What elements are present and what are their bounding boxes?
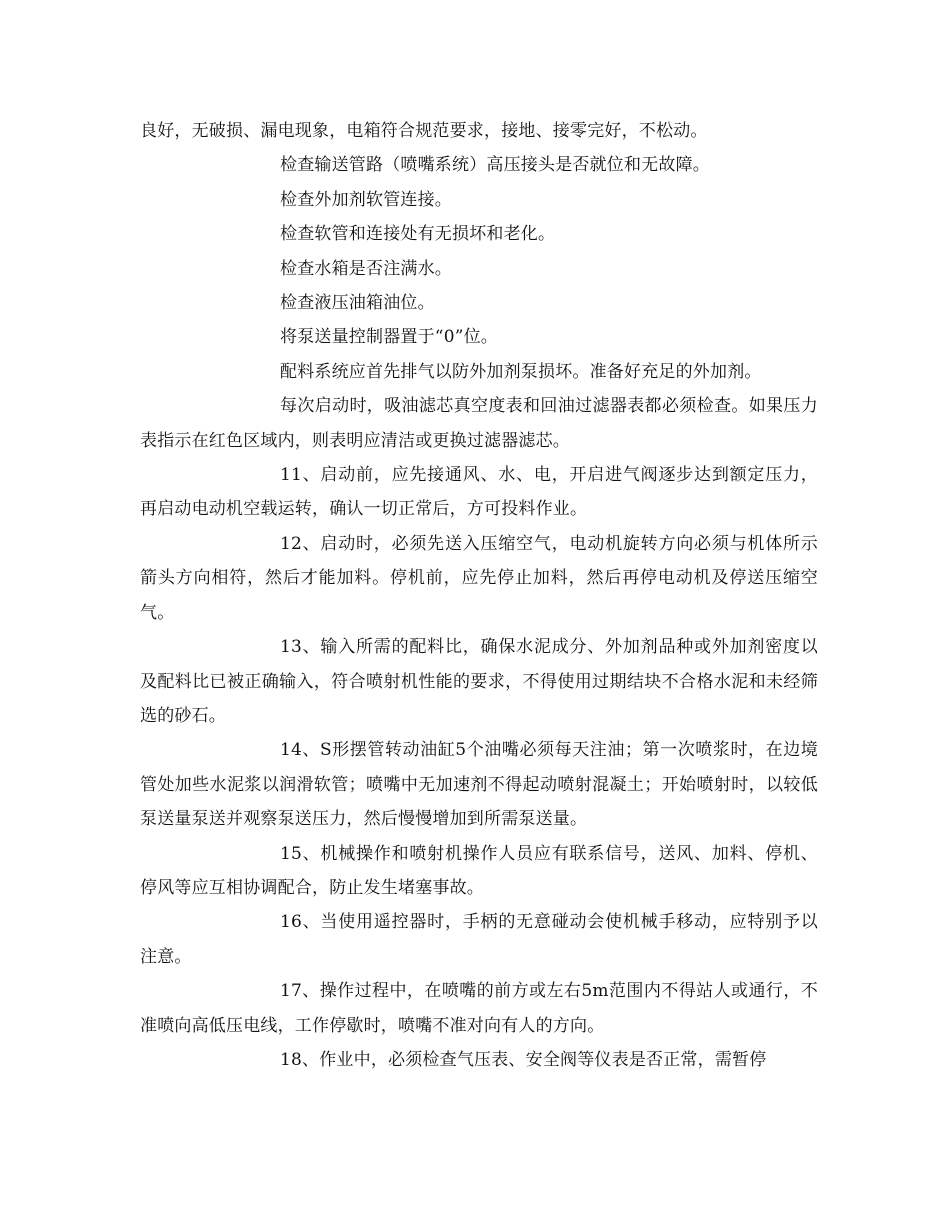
paragraph-dosing-exhaust: 配料系统应首先排气以防外加剂泵损坏。准备好充足的外加剂。 <box>280 361 762 382</box>
paragraph-item-12: 12、启动时，必须先送入压缩空气，电动机旋转方向必须与机体所示箭头方向相符，然后才能加料。停机前，应先停止加料，然后再停电动机及停送压缩空气。 <box>140 533 818 623</box>
paragraph-item-14: 14、S形摆管转动油缸5个油嘴必须每天注油；第一次喷浆时，在边境管处加些水泥浆以润滑软管；喷嘴中无加速剂不得起动喷射混凝土；开始喷射时，以较低泵送量泵送并观察泵送压力，然后慢慢增加到所需泵送量。 <box>140 740 818 830</box>
paragraph-check-nozzle-joint: 检查输送管路（喷嘴系统）高压接头是否就位和无故障。 <box>280 155 710 176</box>
paragraph-filter-gauge: 每次启动时，吸油滤芯真空度表和回油过滤器表都必须检查。如果压力表指示在红色区域内，则表明应清洁或更换过滤器滤芯。 <box>140 396 818 451</box>
paragraph-item-16: 16、当使用遥控器时，手柄的无意碰动会使机械手移动，应特别予以注意。 <box>140 912 818 967</box>
paragraph-item-15: 15、机械操作和喷射机操作人员应有联系信号，送风、加料、停机、停风等应互相协调配合，防止发生堵塞事故。 <box>140 843 818 898</box>
document-body <box>140 114 818 1077</box>
paragraph-check-hose-damage: 检查软管和连接处有无损坏和老化。 <box>280 224 556 245</box>
paragraph-check-additive-hose: 检查外加剂软管连接。 <box>280 189 452 210</box>
paragraph-item-13: 13、输入所需的配料比，确保水泥成分、外加剂品种或外加剂密度以及配料比已被正确输入，符合喷射机性能的要求，不得使用过期结块不合格水泥和未经筛选的砂石。 <box>140 637 818 726</box>
paragraph-item-11: 11、启动前，应先接通风、水、电，开启进气阀逐步达到额定压力，再启动电动机空载运转，确认一切正常后，方可投料作业。 <box>140 465 818 520</box>
paragraph-check-water-tank: 检查水箱是否注满水。 <box>280 258 452 279</box>
paragraph-item-18: 18、作业中，必须检查气压表、安全阀等仪表是否正常，需暂停 <box>280 1049 767 1070</box>
paragraph-check-hydraulic-oil: 检查液压油箱油位。 <box>280 293 435 314</box>
paragraph-pump-controller-zero: 将泵送量控制器置于“0”位。 <box>280 327 498 348</box>
paragraph-item-17: 17、操作过程中，在喷嘴的前方或左右5m范围内不得站人或通行，不准喷向高低压电线，工作停歇时，喷嘴不准对向有人的方向。 <box>140 981 818 1036</box>
paragraph-continuation: 良好，无破损、漏电现象，电箱符合规范要求，接地、接零完好，不松动。 <box>140 121 708 141</box>
